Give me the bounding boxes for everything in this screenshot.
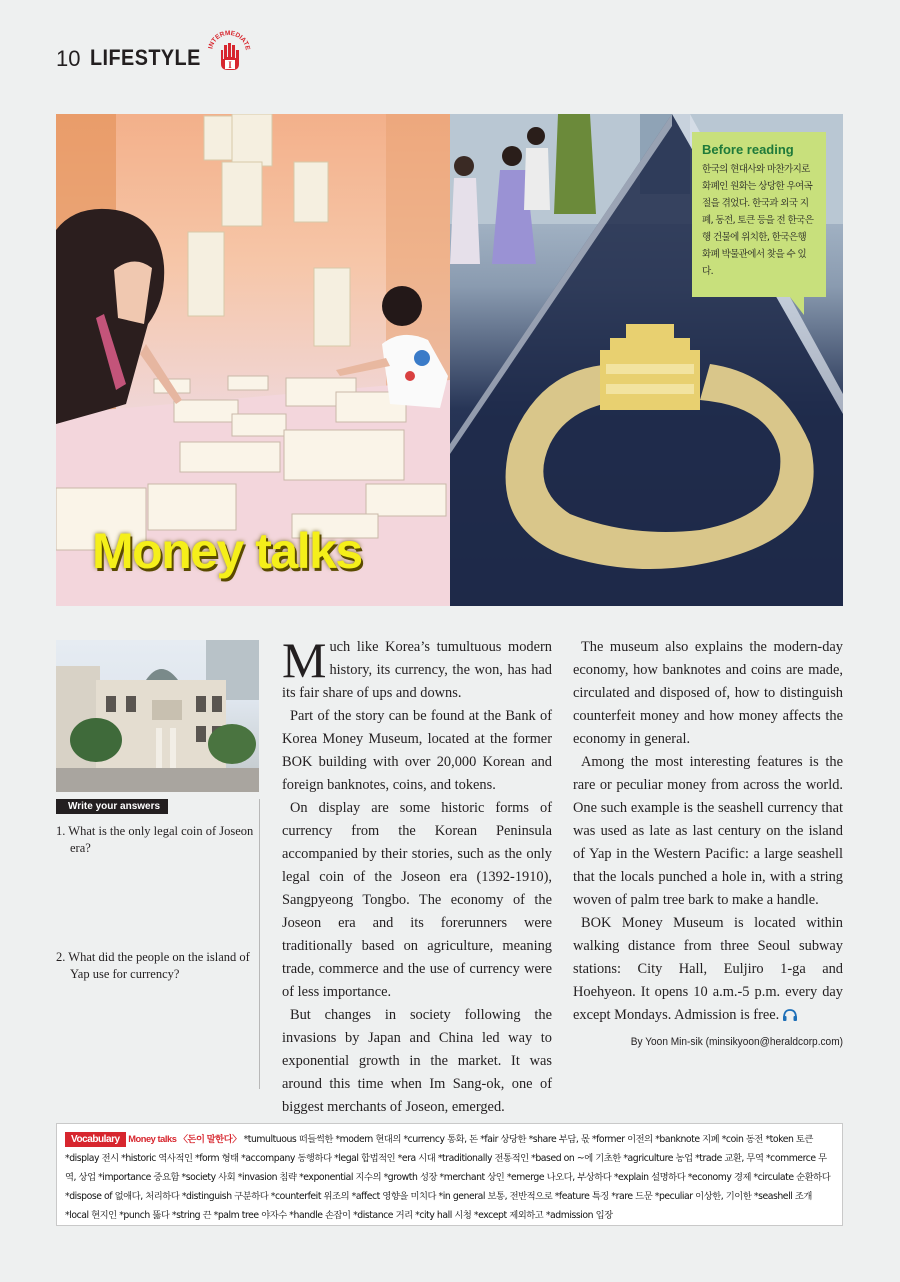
vocabulary-list: *tumultuous 떠들썩한 *modern 현대의 *currency 통화, 돈 *fair 상당한 *share 부담, 몫 *former 이전의 *banknote 지폐 *coin 동전 *token 토큰 *display 전시 *historic 역사적인 *form 형태 *accompany 동행하다 *legal 합법적인 *era 시대 *traditionally 전통적인 *based on ~에 기초한 *agriculture 농업 *trade 교환, 무역 *commerce 무역, 상업 *importance 중요함 *society 사회 *invasion 침략 *exponential 지수의 *growth 성장 *merchant 상인 *emerge 나오다, 부상하다 *explain 설명하다 *economy 경제 *circulate 순환하다 *dispose of 없애다, 처리하다 *distinguish 구분하다 *counterfeit 위조의 *affect 영향을 미치다 *in general 보통, 전반적으로 *feature 특징 *rare 드문 *peculiar 이상한, 기이한 *seashell 조개 *local 현지인 *punch 뚫다 *string 끈 *palm tree 야자수 *handle 손잡이 *distance 거리 *city hall 시청 *except 제외하고 *admission 입장 (65, 1134, 831, 1221)
article-title: Money talks (92, 523, 362, 579)
write-your-answers-label: Write your answers (56, 799, 168, 814)
vocabulary-heading: Money talks 〈돈이 말한다〉 (128, 1134, 242, 1144)
level-badge-letter: I (228, 60, 232, 70)
hero-image (56, 114, 843, 606)
before-reading-heading: Before reading (702, 142, 794, 157)
article-column-1 (282, 632, 552, 1119)
article-paragraph-3: On display are some historic forms of currency from the Korean Peninsula accompanied by their stories, such as the only legal coin of the Joseon era (1392-1910), Sangpyeong Tongbo. The economy of the Joseon era and its forerunners were traditionally based on agriculture, meaning trade, commerce and the use of currency were of less importance. (282, 800, 552, 1000)
vocabulary-box (56, 1123, 843, 1226)
byline: By Yoon Min-sik (minsikyoon@heraldcorp.com) (630, 1036, 843, 1048)
coin-pyramid-display-photo (450, 114, 843, 606)
question-1: 1. What is the only legal coin of Joseon era? (56, 824, 254, 855)
vocabulary-label: Vocabulary (65, 1132, 126, 1147)
article-paragraph-4: But changes in society following the invasions by Japan and China led way to exponential growth in the market. It was around this time when Im Sang-ok, one of biggest merchants of Joseon, emerged. (282, 1007, 552, 1115)
article-paragraph-2: Part of the story can be found at the Bank of Korea Money Museum, located at the former BOK building with over 20,000 Korean and foreign banknotes, coins, and tokens. (282, 708, 552, 793)
before-reading-text: 한국의 현대사와 마찬가지로 화폐인 원화는 상당한 우여곡절을 겪었다. 한국과 외국 지폐, 동전, 토큰 등을 전 한국은행 건물에 위치한, 한국은행 화폐 박물관에서 찾을 수 있다. (702, 164, 814, 277)
speech-bubble-tail (790, 297, 804, 315)
question-2: 2. What did the people on the island of Yap use for currency? (56, 950, 250, 981)
article-column-2 (573, 636, 843, 1054)
article-paragraph-6: Among the most interesting features is the rare or peculiar money from across the world. One such example is the seashell currency that was used as late as last century on the island of Yap in the Western Pacific: a large seashell that the locals punched a hole in, with a string woven of palm tree bark to make a handle. (573, 754, 843, 908)
before-reading-box (692, 132, 826, 297)
article-paragraph-5: The museum also explains the modern-day economy, how banknotes and coins are made, circulated and disposed of, how to distinguish counterfeit money and how money affects the economy in general. (573, 639, 843, 747)
article-paragraph-7: BOK Money Museum is located within walking distance from three Seoul subway stations: City Hall, Euljiro 1-ga and Hoehyeon. It opens 10 a.m.-5 p.m. every day except Mondays. Admission is free. (573, 915, 843, 1023)
section-title: LIFESTYLE (90, 45, 201, 70)
article-paragraph-1: uch like Korea’s tumultuous modern history, its currency, the won, has had its fair share of ups and downs. (282, 639, 552, 701)
intermediate-level-badge-icon (206, 28, 252, 74)
headphones-icon[interactable] (782, 1009, 798, 1022)
page-number: 10 (56, 46, 81, 71)
write-your-answers-panel (56, 799, 260, 1089)
museum-interactive-table-photo (56, 114, 450, 606)
drop-cap: M (282, 632, 327, 688)
bank-of-korea-building-photo (56, 640, 259, 792)
level-badge-text: INTERMEDIATE (207, 29, 251, 51)
